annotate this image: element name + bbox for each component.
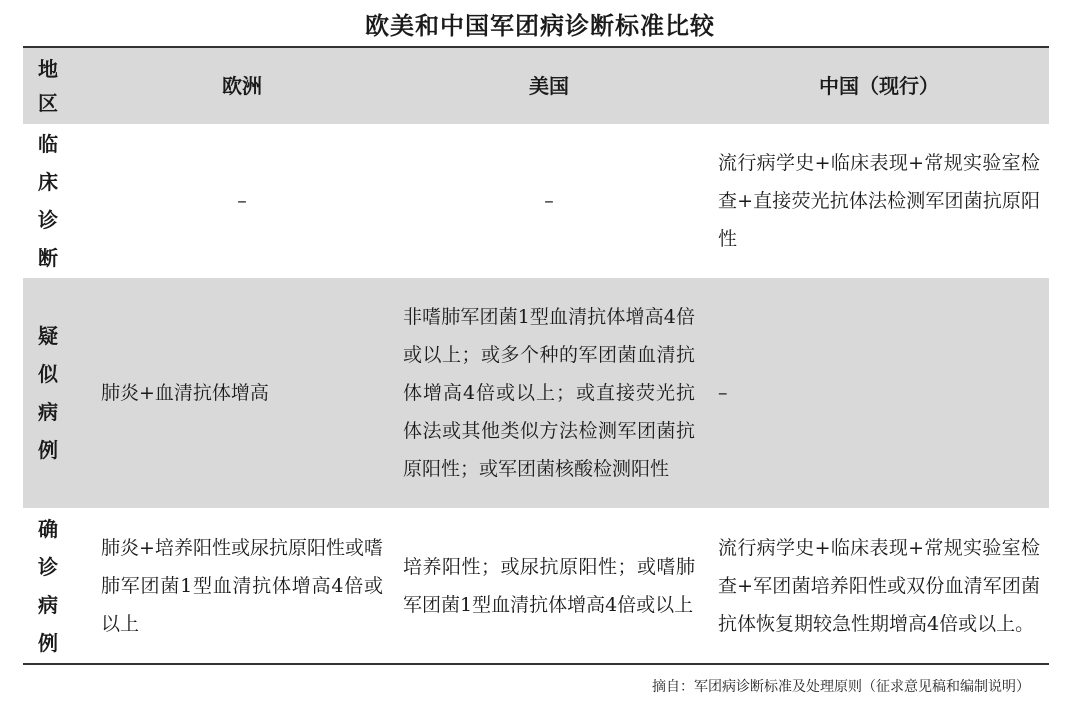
usa-text: 培养阳性；或尿抗原阳性；或嗜肺军团菌1型血清抗体增高4倍或以上 [403, 555, 695, 616]
row-label-cell [23, 124, 73, 278]
table-header-row [23, 48, 1049, 124]
europe-text: – [237, 190, 247, 212]
row-label: 疑似病例 [38, 324, 58, 462]
row-label-cell [23, 278, 73, 508]
china-text: 流行病学史+临床表现+常规实验室检查+军团菌培养阳性或双份血清军团菌抗体恢复期较急性期增高4倍或以上。 [718, 536, 1040, 635]
china-text: – [718, 382, 728, 404]
header-europe-cell [101, 48, 383, 124]
china-cell [718, 278, 1040, 508]
europe-text: 肺炎+培养阳性或尿抗原阳性或嗜肺军团菌1型血清抗体增高4倍或以上 [101, 536, 383, 635]
usa-cell [403, 124, 695, 278]
header-region-cell [23, 48, 73, 124]
usa-cell [403, 508, 695, 663]
europe-text: 肺炎+血清抗体增高 [101, 382, 269, 404]
header-china: 中国（现行） [819, 74, 939, 98]
header-china-cell [718, 48, 1040, 124]
table-row-clinical [23, 124, 1049, 278]
china-cell [718, 508, 1040, 663]
china-cell [718, 124, 1040, 278]
header-europe: 欧洲 [222, 74, 262, 98]
usa-text: – [544, 190, 554, 212]
usa-text: 非嗜肺军团菌1型血清抗体增高4倍或以上；或多个种的军团菌血清抗体增高4倍或以上；或直接荧光抗体法或其他类似方法检测军团菌抗原阳性；或军团菌核酸检测阳性 [403, 306, 695, 480]
row-label-cell [23, 508, 73, 663]
row-label: 确诊病例 [38, 516, 58, 655]
row-label: 临床诊断 [38, 132, 58, 270]
source-note: 摘自：军团病诊断标准及处理原则（征求意见稿和编制说明） [652, 679, 1030, 695]
china-text: 流行病学史+临床表现+常规实验室检查+直接荧光抗体法检测军团菌抗原阳性 [718, 152, 1040, 250]
table-title: 欧美和中国军团病诊断标准比较 [365, 11, 715, 40]
europe-cell [101, 278, 383, 508]
table-row-suspected [23, 278, 1049, 508]
header-usa-cell [403, 48, 695, 124]
bottom-rule [23, 663, 1049, 665]
table-row-confirmed [23, 508, 1049, 663]
usa-cell [403, 278, 695, 508]
europe-cell [101, 124, 383, 278]
europe-cell [101, 508, 383, 663]
header-region: 地区 [38, 57, 58, 115]
header-usa: 美国 [529, 74, 569, 98]
